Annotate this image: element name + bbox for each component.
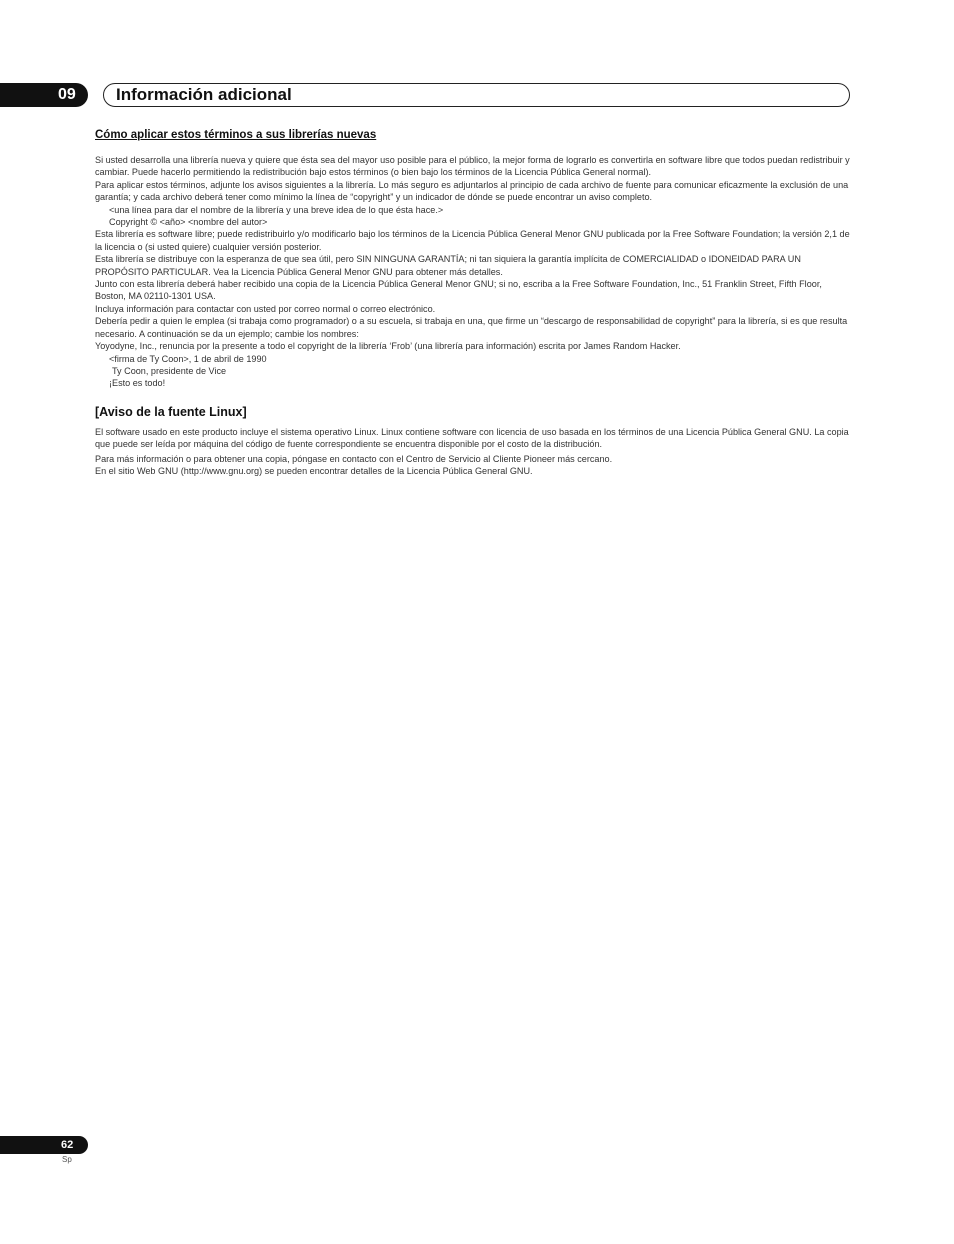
signature-line: <firma de Ty Coon>, 1 de abril de 1990 — [109, 353, 267, 364]
section-heading-apply-terms: Cómo aplicar estos términos a sus librerías nuevas — [95, 129, 377, 141]
chapter-number-tab — [0, 83, 88, 107]
paragraph: Esta librería se distribuye con la esperanza de que sea útil, pero SIN NINGUNA GARANTÍA; ni tan siquiera la garantía implícita de COMERCIALIDAD o IDONEIDAD PARA UN PROPÓSITO PARTICULAR. Vea la Licencia Pública General Menor GNU para obtener más detalles. — [95, 254, 801, 277]
paragraph: Yoyodyne, Inc., renuncia por la presente a todo el copyright de la librería ‘Frob’ (una librería para información) escrita por James Random Hacker. — [95, 341, 681, 352]
paragraph: En el sitio Web GNU (http://www.gnu.org) se pueden encontrar detalles de la Licencia Pública General GNU. — [95, 465, 533, 476]
page-content — [95, 128, 851, 477]
page-number: 62 — [61, 1139, 74, 1151]
closing-line: ¡Esto es todo! — [109, 378, 166, 389]
paragraph: Para aplicar estos términos, adjunte los avisos siguientes a la librería. Lo más seguro es adjuntarlos al principio de cada archivo de fuente para comunicar eficazmente la exclusión de una garantía; y cada archivo deberá tener como mínimo la línea de “copyright” y un indicador de dónde se puede encontrar un aviso completo. — [95, 179, 849, 203]
paragraph: Debería pedir a quien le emplea (si trabaja como programador) o a su escuela, si trabaja en una, que firme un “descargo de responsabilidad de copyright” para la librería, si es que resulta necesario. A continuación se da un ejemplo; cambie los nombres: — [95, 316, 848, 339]
notice-line: <una línea para dar el nombre de la librería y una breve idea de lo que ésta hace.> — [109, 204, 444, 215]
section-heading-linux-notice: [Aviso de la fuente Linux] — [95, 404, 247, 419]
paragraph: Esta librería es software libre; puede redistribuirlo y/o modificarlo bajo los términos de la Licencia Pública General Menor GNU publicada por la Free Software Foundation; la versión 2,1 de la licencia o (si usted quiere) cualquier versión posterior. — [95, 229, 850, 252]
paragraph: El software usado en este producto incluye el sistema operativo Linux. Linux contiene software con licencia de uso basada en los términos de una Licencia Pública General GNU. La copia que puede ser leída por máquina del código de fuente correspondiente se encuentra disponible por el costo de la distribución. — [95, 426, 849, 450]
page-number-tab — [0, 1136, 88, 1154]
paragraph: Incluya información para contactar con usted por correo normal o correo electrónico. — [95, 303, 436, 314]
paragraph: Si usted desarrolla una librería nueva y quiere que ésta sea del mayor uso posible para el público, la mejor forma de lograrlo es convertirla en software libre que todos puedan redistribuir y cambiar. Puede hacerlo permitiendo la redistribución bajo estos términos (o bien bajo los términos de la Licencia Pública General normal). — [95, 155, 850, 178]
chapter-title: Información adicional — [116, 85, 292, 104]
copyright-line: Copyright © <año> <nombre del autor> — [109, 217, 268, 228]
chapter-title-box — [103, 83, 850, 107]
chapter-number: 09 — [58, 86, 76, 103]
paragraph: Junto con esta librería deberá haber recibido una copia de la Licencia Pública General Menor GNU; si no, escriba a la Free Software Foundation, Inc., 51 Franklin Street, Fifth Floor, Boston, MA 02110-1301 USA. — [95, 279, 822, 302]
paragraph: Para más información o para obtener una copia, póngase en contacto con el Centro de Servicio al Cliente Pioneer más cercano. — [95, 453, 613, 464]
language-code: Sp — [62, 1155, 72, 1164]
signature-title-line: Ty Coon, presidente de Vice — [112, 365, 227, 376]
